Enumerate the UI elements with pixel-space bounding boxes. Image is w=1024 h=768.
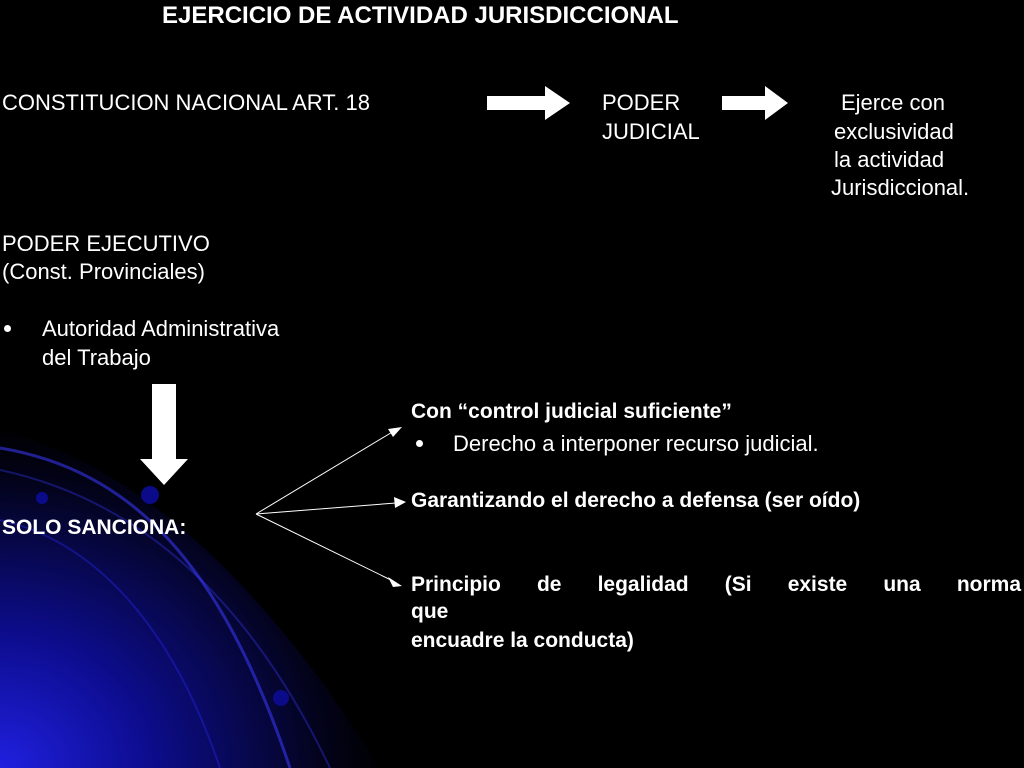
- constitucion-label: CONSTITUCION NACIONAL ART. 18: [2, 90, 370, 115]
- poder-judicial-line1: PODER: [602, 90, 681, 115]
- slide-title: EJERCICIO DE ACTIVIDAD JURISDICCIONAL: [162, 2, 679, 29]
- arrowhead-icon: [388, 427, 402, 437]
- ejerce-line2: exclusividad: [834, 119, 954, 144]
- arrowhead-icon: [394, 497, 406, 508]
- arrowhead-icon: [388, 577, 402, 587]
- solo-sanciona-label: SOLO SANCIONA:: [2, 516, 187, 539]
- legalidad-line3: encuadre la conducta): [411, 629, 634, 652]
- poder-judicial-line2: JUDICIAL: [602, 119, 700, 144]
- ejerce-line1: Ejerce con: [841, 90, 945, 115]
- control-judicial-title: Con “control judicial suficiente”: [411, 400, 732, 423]
- right-arrow-icon: [722, 86, 788, 120]
- right-arrow-icon: [487, 86, 570, 120]
- legalidad-line2: que: [411, 600, 449, 623]
- bullet-icon: [416, 440, 423, 447]
- autoridad-line2: del Trabajo: [42, 345, 151, 370]
- bullet-icon: [4, 325, 11, 332]
- connector-line: [256, 514, 393, 581]
- ejerce-line4: Jurisdiccional.: [831, 175, 970, 200]
- connector-line: [256, 503, 396, 514]
- defensa-label: Garantizando el derecho a defensa (ser oído): [411, 489, 861, 512]
- autoridad-line1: Autoridad Administrativa: [42, 316, 280, 341]
- ejerce-line3: la actividad: [834, 147, 945, 172]
- legalidad-line1: Principio de legalidad (Si existe una norma: [411, 573, 1021, 596]
- down-arrow-icon: [140, 384, 188, 485]
- connector-line: [256, 431, 394, 514]
- control-judicial-bullet: Derecho a interponer recurso judicial.: [453, 431, 819, 456]
- poder-ejecutivo-line1: PODER EJECUTIVO: [2, 231, 210, 256]
- poder-ejecutivo-line2: (Const. Provinciales): [2, 259, 205, 284]
